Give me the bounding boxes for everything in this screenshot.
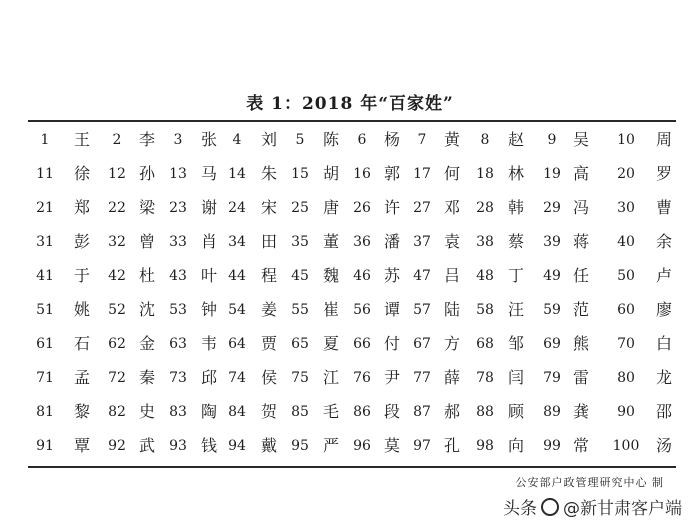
surname: 肖 <box>200 232 217 251</box>
rank-number: 47 <box>413 268 431 284</box>
surname: 贺 <box>260 402 277 421</box>
rank-number: 60 <box>617 302 635 318</box>
surname: 曾 <box>138 232 155 251</box>
surname: 韦 <box>200 334 217 353</box>
surname: 梁 <box>138 198 155 217</box>
surname: 许 <box>383 198 400 217</box>
rank-number: 52 <box>108 302 126 318</box>
surname: 吴 <box>572 130 589 149</box>
surname: 常 <box>572 436 589 455</box>
surname: 高 <box>572 164 589 183</box>
surname: 魏 <box>322 266 339 285</box>
table-row <box>28 191 676 225</box>
rank-number: 81 <box>36 404 54 420</box>
rank-number: 6 <box>357 132 367 148</box>
table-row <box>28 361 676 395</box>
surname: 刘 <box>260 130 277 149</box>
rank-number: 97 <box>413 438 431 454</box>
rank-number: 32 <box>108 234 126 250</box>
table-row <box>28 123 676 157</box>
rank-number: 90 <box>617 404 635 420</box>
surname: 邱 <box>200 368 217 387</box>
rank-number: 87 <box>413 404 431 420</box>
rank-number: 15 <box>291 166 309 182</box>
surname: 韩 <box>507 198 524 217</box>
surname: 严 <box>322 436 339 455</box>
surname: 范 <box>572 300 589 319</box>
rank-number: 69 <box>543 336 561 352</box>
surname: 汪 <box>507 300 524 319</box>
rank-number: 37 <box>413 234 431 250</box>
table-row <box>28 327 676 361</box>
table-row <box>28 293 676 327</box>
surname: 余 <box>655 232 672 251</box>
rank-number: 17 <box>413 166 431 182</box>
rank-number: 22 <box>108 200 126 216</box>
rank-number: 28 <box>476 200 494 216</box>
surname: 陈 <box>322 130 339 149</box>
rank-number: 46 <box>353 268 371 284</box>
surname: 廖 <box>655 300 672 319</box>
surname: 龙 <box>655 368 672 387</box>
rank-number: 26 <box>353 200 371 216</box>
rank-number: 48 <box>476 268 494 284</box>
rank-number: 21 <box>36 200 54 216</box>
rank-number: 68 <box>476 336 494 352</box>
surname: 孙 <box>138 164 155 183</box>
rank-number: 10 <box>617 132 635 148</box>
watermark-handle: @新甘肃客户端 <box>563 499 682 519</box>
surname: 张 <box>200 130 217 149</box>
surname: 熊 <box>572 334 589 353</box>
surname: 蔡 <box>507 232 524 251</box>
surname: 向 <box>507 436 524 455</box>
rank-number: 79 <box>543 370 561 386</box>
surname: 沈 <box>138 300 155 319</box>
surname: 叶 <box>200 266 217 285</box>
rank-number: 11 <box>36 166 54 182</box>
surname: 闫 <box>507 368 524 387</box>
surname: 王 <box>73 130 90 149</box>
rank-number: 74 <box>228 370 246 386</box>
rank-number: 18 <box>476 166 494 182</box>
surname: 覃 <box>73 436 90 455</box>
surname: 邓 <box>443 198 460 217</box>
rank-number: 16 <box>353 166 371 182</box>
rank-number: 31 <box>36 234 54 250</box>
surname: 朱 <box>260 164 277 183</box>
table-row <box>28 429 676 463</box>
surname: 胡 <box>322 164 339 183</box>
surname: 钟 <box>200 300 217 319</box>
rank-number: 44 <box>228 268 246 284</box>
surname: 黎 <box>73 402 90 421</box>
rank-number: 77 <box>413 370 431 386</box>
table-row <box>28 259 676 293</box>
top-rule <box>28 120 676 122</box>
rank-number: 75 <box>291 370 309 386</box>
surname: 薛 <box>443 368 460 387</box>
rank-number: 53 <box>169 302 187 318</box>
surname: 石 <box>73 334 90 353</box>
surname: 邵 <box>655 402 672 421</box>
rank-number: 25 <box>291 200 309 216</box>
rank-number: 72 <box>108 370 126 386</box>
rank-number: 1 <box>40 132 50 148</box>
rank-number: 88 <box>476 404 494 420</box>
rank-number: 9 <box>547 132 557 148</box>
rank-number: 55 <box>291 302 309 318</box>
surname: 宋 <box>260 198 277 217</box>
surname: 汤 <box>655 436 672 455</box>
rank-number: 98 <box>476 438 494 454</box>
surname: 吕 <box>443 266 460 285</box>
rank-number: 82 <box>108 404 126 420</box>
rank-number: 4 <box>232 132 242 148</box>
toutiao-logo-icon <box>541 498 559 516</box>
surname: 尹 <box>383 368 400 387</box>
surname: 贾 <box>260 334 277 353</box>
rank-number: 43 <box>169 268 187 284</box>
rank-number: 99 <box>543 438 561 454</box>
rank-number: 41 <box>36 268 54 284</box>
surname: 雷 <box>572 368 589 387</box>
surname: 冯 <box>572 198 589 217</box>
rank-number: 24 <box>228 200 246 216</box>
surname: 丁 <box>507 266 524 285</box>
rank-number: 73 <box>169 370 187 386</box>
rank-number: 96 <box>353 438 371 454</box>
rank-number: 23 <box>169 200 187 216</box>
rank-number: 50 <box>617 268 635 284</box>
rank-number: 51 <box>36 302 54 318</box>
surname: 莫 <box>383 436 400 455</box>
rank-number: 86 <box>353 404 371 420</box>
bottom-rule <box>28 466 676 468</box>
surname: 马 <box>200 164 217 183</box>
surname: 彭 <box>73 232 90 251</box>
surname: 方 <box>443 334 460 353</box>
surname: 姜 <box>260 300 277 319</box>
rank-number: 30 <box>617 200 635 216</box>
surname: 郝 <box>443 402 460 421</box>
rank-number: 95 <box>291 438 309 454</box>
table-row <box>28 225 676 259</box>
surname: 顾 <box>507 402 524 421</box>
rank-number: 13 <box>169 166 187 182</box>
rank-number: 54 <box>228 302 246 318</box>
rank-number: 84 <box>228 404 246 420</box>
surname: 蒋 <box>572 232 589 251</box>
surname: 郭 <box>383 164 400 183</box>
surname: 钱 <box>200 436 217 455</box>
surname: 秦 <box>138 368 155 387</box>
source-credit: 公安部户政管理研究中心 制 <box>515 476 664 489</box>
rank-number: 62 <box>108 336 126 352</box>
surname: 武 <box>138 436 155 455</box>
rank-number: 40 <box>617 234 635 250</box>
surname: 周 <box>655 130 672 149</box>
surname-table <box>28 123 676 463</box>
rank-number: 91 <box>36 438 54 454</box>
rank-number: 64 <box>228 336 246 352</box>
table-title: 表 1：2018 年“百家姓” <box>246 94 454 114</box>
surname: 曹 <box>655 198 672 217</box>
surname: 程 <box>260 266 277 285</box>
rank-number: 36 <box>353 234 371 250</box>
surname: 袁 <box>443 232 460 251</box>
rank-number: 27 <box>413 200 431 216</box>
surname: 段 <box>383 402 400 421</box>
rank-number: 34 <box>228 234 246 250</box>
rank-number: 8 <box>480 132 490 148</box>
surname: 戴 <box>260 436 277 455</box>
rank-number: 76 <box>353 370 371 386</box>
surname: 杨 <box>383 130 400 149</box>
rank-number: 57 <box>413 302 431 318</box>
surname: 金 <box>138 334 155 353</box>
rank-number: 49 <box>543 268 561 284</box>
rank-number: 65 <box>291 336 309 352</box>
surname: 李 <box>138 130 155 149</box>
rank-number: 67 <box>413 336 431 352</box>
rank-number: 39 <box>543 234 561 250</box>
surname: 黄 <box>443 130 460 149</box>
rank-number: 38 <box>476 234 494 250</box>
rank-number: 66 <box>353 336 371 352</box>
surname: 潘 <box>383 232 400 251</box>
surname: 毛 <box>322 402 339 421</box>
table-row <box>28 395 676 429</box>
surname: 史 <box>138 402 155 421</box>
surname: 谭 <box>383 300 400 319</box>
surname: 郑 <box>73 198 90 217</box>
rank-number: 20 <box>617 166 635 182</box>
surname: 陆 <box>443 300 460 319</box>
rank-number: 61 <box>36 336 54 352</box>
table-row <box>28 157 676 191</box>
surname: 任 <box>572 266 589 285</box>
rank-number: 59 <box>543 302 561 318</box>
rank-number: 14 <box>228 166 246 182</box>
surname: 夏 <box>322 334 339 353</box>
rank-number: 89 <box>543 404 561 420</box>
rank-number: 5 <box>295 132 305 148</box>
surname: 孟 <box>73 368 90 387</box>
surname: 侯 <box>260 368 277 387</box>
surname: 田 <box>260 232 277 251</box>
watermark <box>503 494 682 519</box>
surname: 谢 <box>200 198 217 217</box>
watermark-prefix: 头条 <box>503 499 537 519</box>
rank-number: 92 <box>108 438 126 454</box>
surname: 江 <box>322 368 339 387</box>
rank-number: 3 <box>173 132 183 148</box>
rank-number: 35 <box>291 234 309 250</box>
surname: 卢 <box>655 266 672 285</box>
rank-number: 100 <box>612 438 640 454</box>
rank-number: 12 <box>108 166 126 182</box>
rank-number: 85 <box>291 404 309 420</box>
rank-number: 7 <box>417 132 427 148</box>
surname: 崔 <box>322 300 339 319</box>
surname: 孔 <box>443 436 460 455</box>
rank-number: 42 <box>108 268 126 284</box>
surname: 白 <box>655 334 672 353</box>
rank-number: 45 <box>291 268 309 284</box>
rank-number: 93 <box>169 438 187 454</box>
rank-number: 78 <box>476 370 494 386</box>
rank-number: 63 <box>169 336 187 352</box>
rank-number: 71 <box>36 370 54 386</box>
surname: 罗 <box>655 164 672 183</box>
rank-number: 70 <box>617 336 635 352</box>
rank-number: 19 <box>543 166 561 182</box>
surname: 于 <box>73 266 90 285</box>
surname: 林 <box>507 164 524 183</box>
surname: 徐 <box>73 164 90 183</box>
surname: 姚 <box>73 300 90 319</box>
surname: 苏 <box>383 266 400 285</box>
rank-number: 58 <box>476 302 494 318</box>
rank-number: 2 <box>112 132 122 148</box>
surname: 董 <box>322 232 339 251</box>
surname: 邹 <box>507 334 524 353</box>
surname: 赵 <box>507 130 524 149</box>
rank-number: 33 <box>169 234 187 250</box>
surname: 杜 <box>138 266 155 285</box>
surname: 付 <box>383 334 400 353</box>
surname: 唐 <box>322 198 339 217</box>
surname: 陶 <box>200 402 217 421</box>
surname: 龚 <box>572 402 589 421</box>
rank-number: 56 <box>353 302 371 318</box>
surname: 何 <box>443 164 460 183</box>
rank-number: 83 <box>169 404 187 420</box>
rank-number: 29 <box>543 200 561 216</box>
rank-number: 80 <box>617 370 635 386</box>
rank-number: 94 <box>228 438 246 454</box>
